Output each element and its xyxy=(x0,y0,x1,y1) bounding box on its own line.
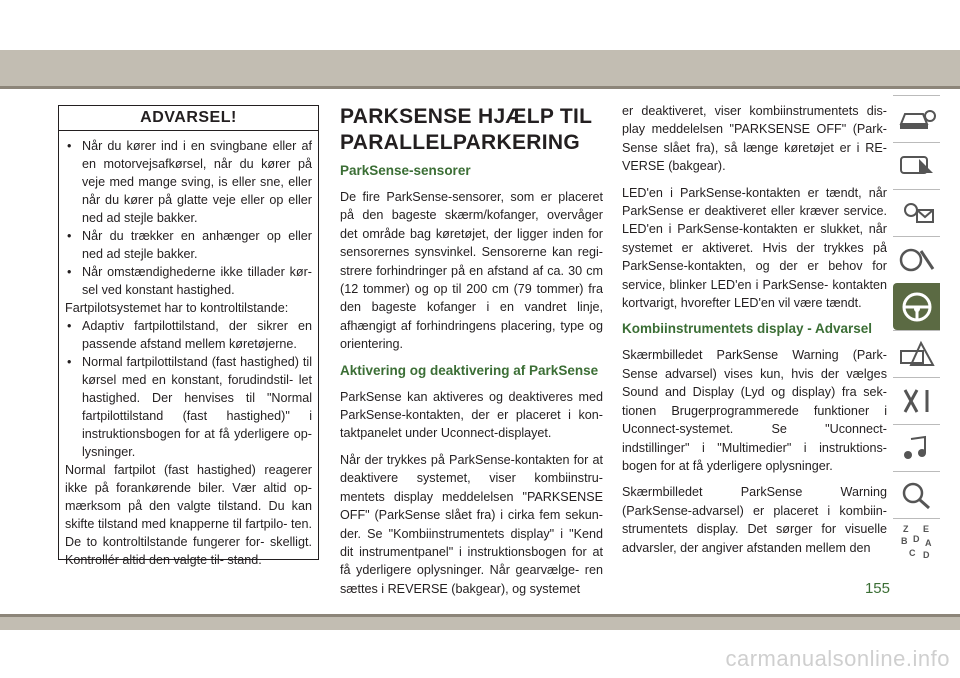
safety-icon xyxy=(897,198,937,228)
svg-text:D: D xyxy=(922,550,929,560)
tab-multimedia[interactable] xyxy=(893,424,940,471)
warning-intro: Fartpilotsystemet har to kontroltilstande: xyxy=(65,301,289,315)
warning-outro: Normal fartpilot (fast hastighed) reagerer ikke på forankørende biler. Vær altid op- mærksom på den valgte tilstand. Du kan skifte tilstand med knapperne til fartpilo- ten. De to kontroltilstande fungerer for- skelligt. Kontrollér altid den valgte til- stand. xyxy=(65,463,312,567)
warning-item: • Adaptiv fartpilottilstand, der sikrer en passende afstand mellem køretøjerne. xyxy=(65,317,312,353)
warning-body xyxy=(59,131,318,569)
top-margin xyxy=(0,0,960,50)
tab-start-drive[interactable] xyxy=(893,236,940,283)
warning-lights-icon xyxy=(897,151,937,181)
svg-text:B: B xyxy=(900,536,907,546)
warning-item: • Når du trækker en anhænger op eller ned ad stejle bakker. xyxy=(65,227,312,263)
tab-steering-wheel[interactable] xyxy=(893,283,940,330)
index-icon xyxy=(897,522,937,562)
emergency-icon xyxy=(897,339,937,369)
multimedia-icon xyxy=(897,433,937,463)
svg-text:E: E xyxy=(922,524,929,534)
paragraph-continued: er deaktiveret, viser kombiinstrumentets dis- play meddelelsen "PARKSENSE OFF" (Park- Sense slået fra), så længe køretøjet er i RE- VERSE (bakgear). xyxy=(622,104,887,174)
paragraph-led: LED'en i ParkSense-kontakten er tændt, når ParkSense er deaktiveret eller kræver service. LED'en i ParkSense-kontakten er slukket, når systemet er aktiveret. Hvis der trykkes på ParkSense-kontakten, og der er behov for service, blinker LED'en i ParkSense- kontakten kortvarigt, hvorefter LED'en vil være tændt. xyxy=(622,185,887,311)
warning-item: • Når omstændighederne ikke tillader kør- sel ved konstant hastighed. xyxy=(65,263,312,299)
tab-safety[interactable] xyxy=(893,189,940,236)
watermark: carmanualsonline.info xyxy=(725,646,950,671)
footer-band xyxy=(0,617,960,630)
tab-emergency[interactable] xyxy=(893,330,940,377)
subheading-display-warning: Kombiinstrumentets display - Advarsel xyxy=(622,321,873,337)
paragraph-activation-2: Når der trykkes på ParkSense-kontakten for at deaktivere systemet, viser kombiinstru- mentets display meddelelsen "PARKSENSE OFF" (ParkSense slået fra) i cirka fem sekun- der. Se "Kombiinstrumentets display" i "Kend dit instrumentpanel" i instruktionsbogen for at få yderligere oplysninger. Når gearvælge- ren sættes i REVERSE (bakgear), og systemet xyxy=(340,452,603,596)
car-info-icon xyxy=(897,104,937,134)
paragraph-warning-screen: Skærmbilledet ParkSense Warning (Park- Sense advarsel) vises kun, hvis der vælges Sound and Display (Lyd og display) fra sek- tionen Brugerprogrammerede funktioner i Uconnect-systemet. Se "Uconnect- indstillinger" i "Multimedier" i instruktions- bogen for at få yderligere oplysninger. xyxy=(622,348,887,473)
header-rule xyxy=(0,86,960,89)
warning-title: ADVARSEL! xyxy=(59,106,318,131)
tab-warning-lights[interactable] xyxy=(893,142,940,189)
page-number: 155 xyxy=(864,580,890,597)
svg-text:C: C xyxy=(908,548,915,558)
search-icon xyxy=(897,480,937,510)
subheading-activation: Aktivering og deaktivering af ParkSense xyxy=(340,362,599,378)
svg-text:D: D xyxy=(912,534,919,544)
warning-list-1 xyxy=(65,137,312,299)
paragraph-warning-location: Skærmbilledet ParkSense Warning (ParkSense-advarsel) er placeret i kombiin- strumentets display. Det sørger for visuelle advarsler, der angiver afstanden mellem den xyxy=(622,485,887,555)
column-middle xyxy=(340,104,603,606)
tab-service[interactable] xyxy=(893,377,940,424)
chapter-tabs xyxy=(893,95,940,565)
section-title: PARKSENSE HJÆLP TIL PARALLELPARKERING xyxy=(340,105,592,154)
paragraph-sensors: De fire ParkSense-sensorer, som er placeret på den bageste skærm/kofanger, overvåger det område bag køretøjet, der ligger inden for sensorernes synsvinkel. Sensorerne kan regi- strere forhindringer på en afstand af ca. 30 cm (12 tommer) og op til 200 cm (79 tommer) fra den bageste kofanger i en vandret linje, afhængigt af forhindringens placering, type og orientering. xyxy=(340,190,603,352)
warning-list-2 xyxy=(65,317,312,461)
svg-text:Z: Z xyxy=(902,524,908,534)
svg-text:A: A xyxy=(924,538,931,548)
header-band xyxy=(0,50,960,86)
warning-item: • Normal fartpilottilstand (fast hastighed) til kørsel med en konstant, forudindstil- let hastighed. Der henvises til "Normal fartpilottilstand (fast hastighed)" i instruktionsbogen for at få yderligere op- lysninger. xyxy=(65,353,312,461)
steering-wheel-icon xyxy=(897,289,937,325)
warning-box xyxy=(58,105,319,567)
warning-item: • Når du kører ind i en svingbane eller af en motorvejsafkørsel, når du kører på veje med mange sving, is eller sne, eller når du kører på glatte veje eller op eller ned ad stejle bakker. xyxy=(65,137,312,227)
tab-index[interactable] xyxy=(893,518,940,565)
service-icon xyxy=(897,386,937,416)
tab-car-info[interactable] xyxy=(893,95,940,142)
start-drive-icon xyxy=(897,245,937,275)
column-right xyxy=(622,102,887,565)
paragraph-activation-1: ParkSense kan aktiveres og deaktiveres med ParkSense-kontakten, der er placeret i kon- taktpanelet under Uconnect-displayet. xyxy=(340,389,603,441)
subheading-sensors: ParkSense-sensorer xyxy=(340,163,471,178)
tab-search[interactable] xyxy=(893,471,940,518)
